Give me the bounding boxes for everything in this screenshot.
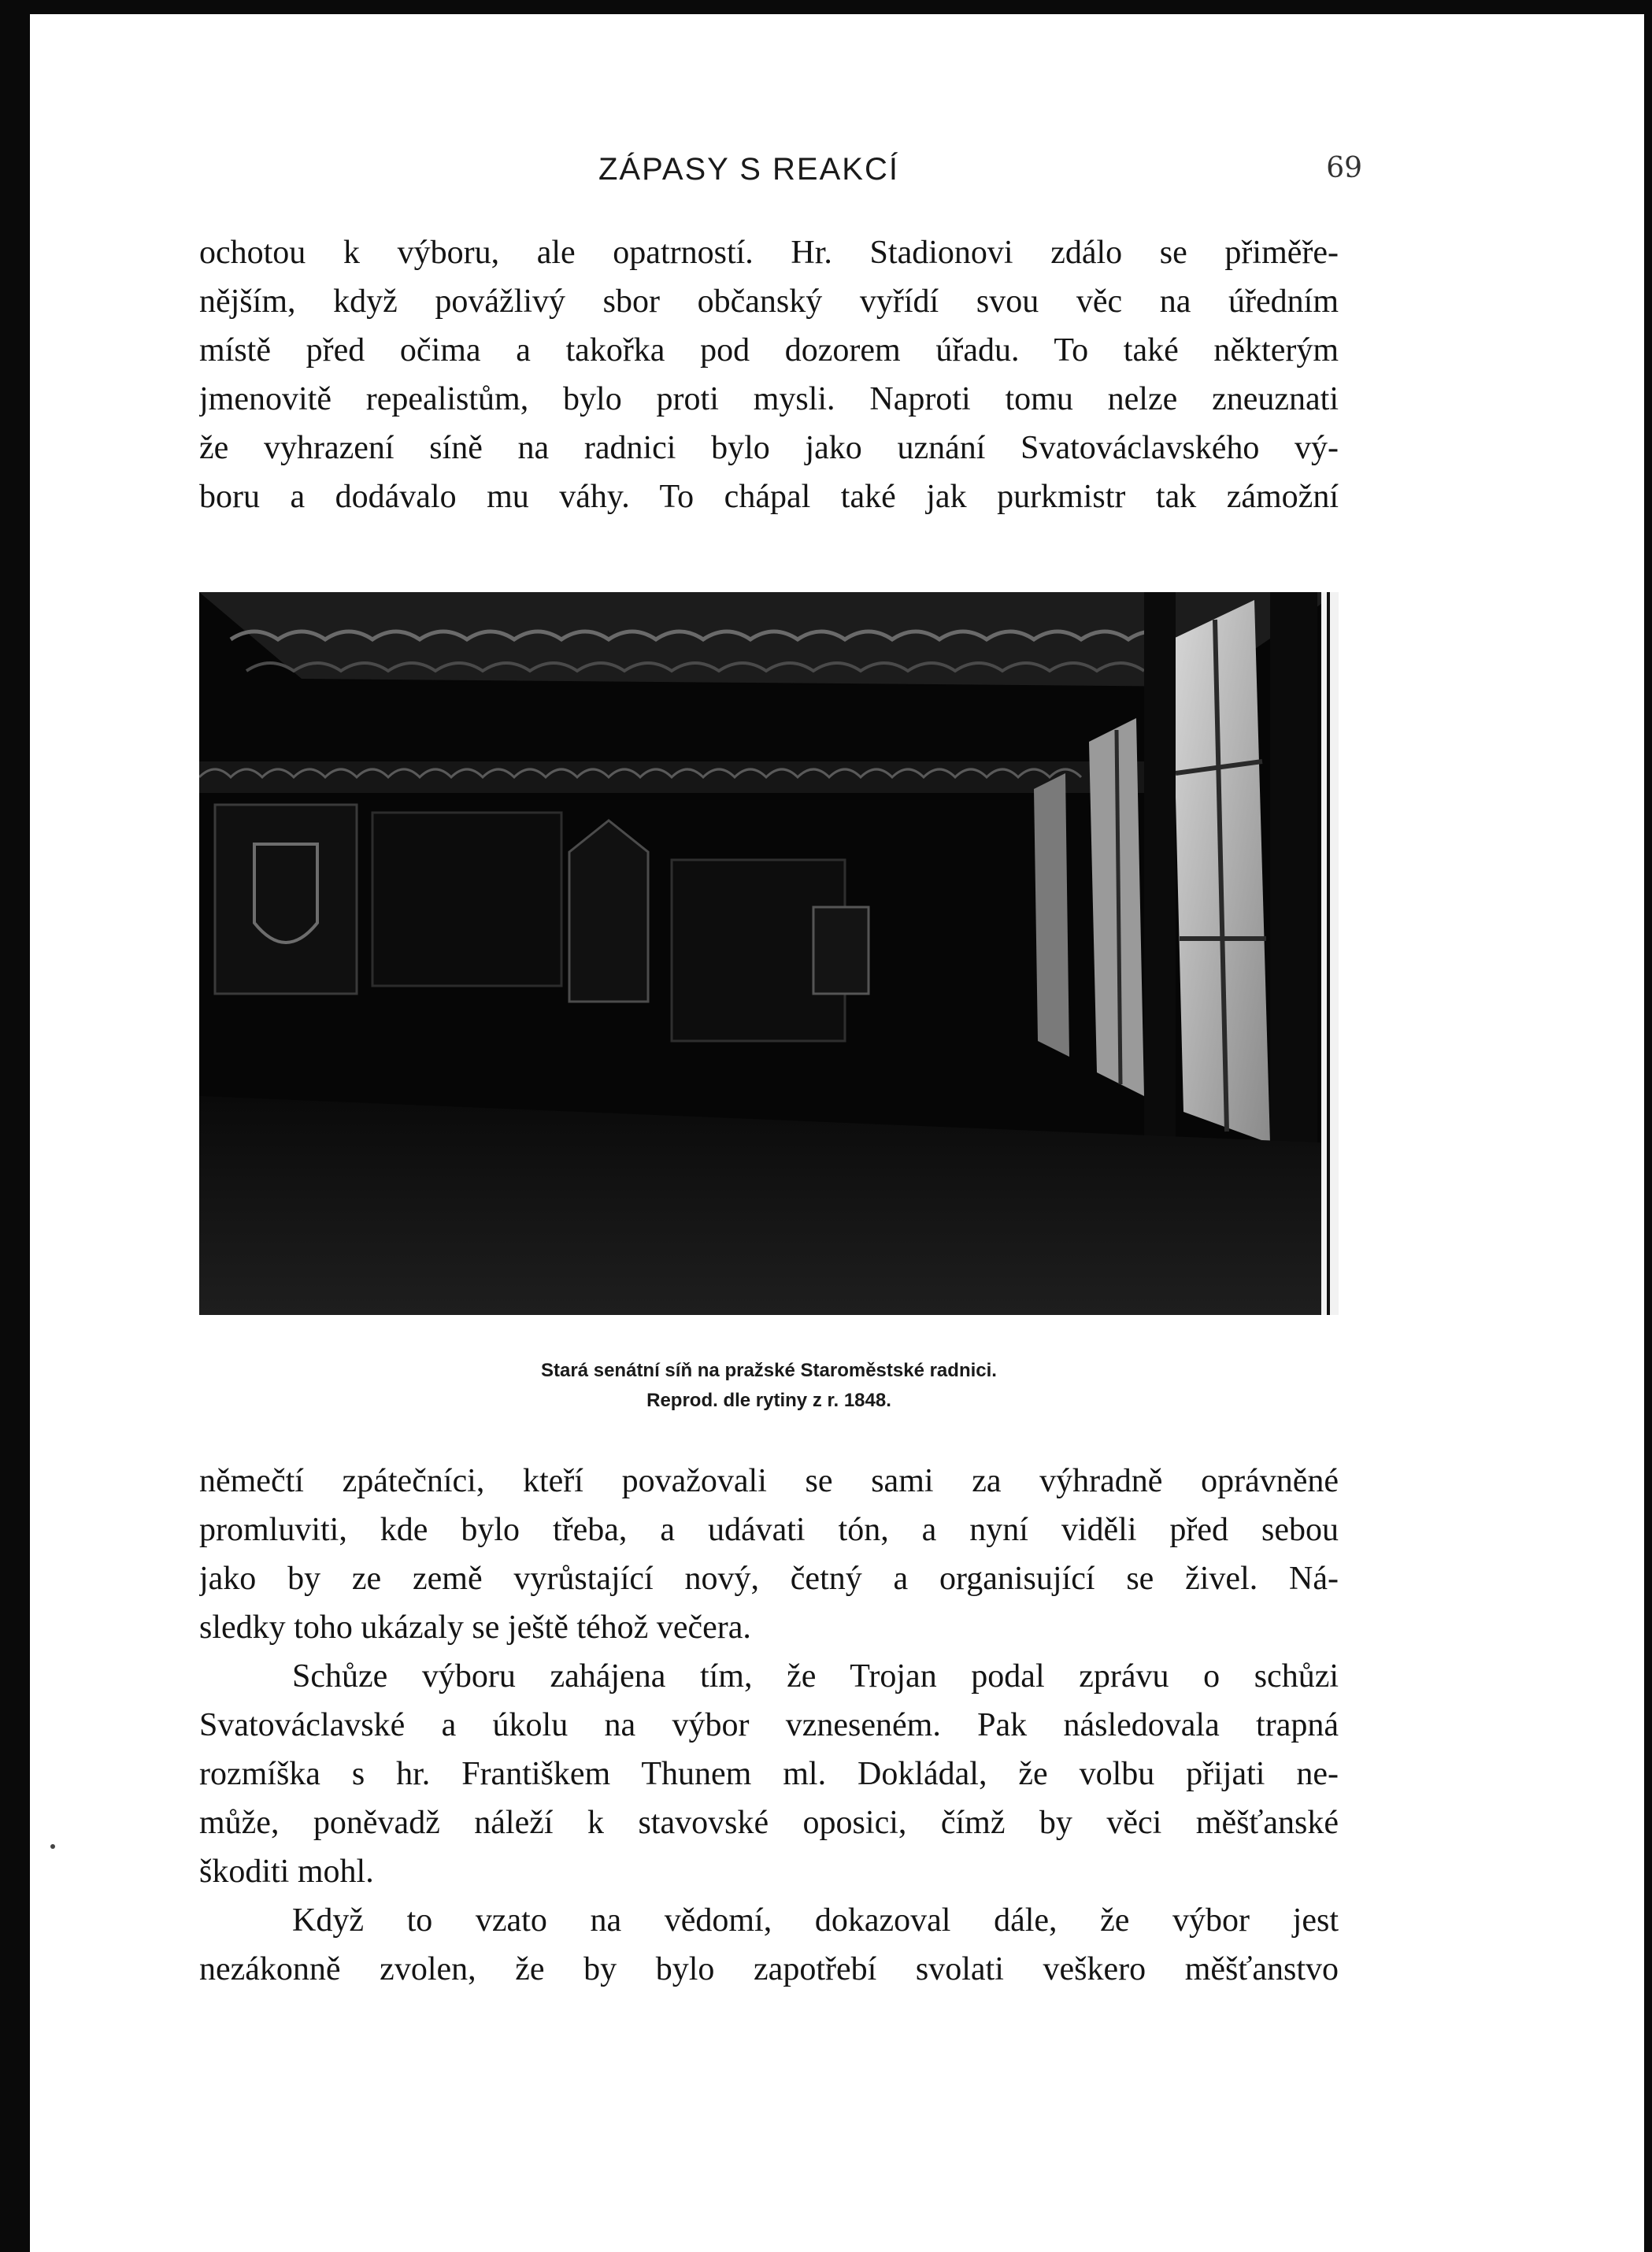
paragraph-schuze bbox=[199, 1652, 1339, 1896]
text-line: nějším, když povážlivý sbor občanský vyřídí svou věc na úředním bbox=[199, 283, 1339, 320]
hall-engraving bbox=[199, 592, 1339, 1315]
text-line: Schůze výboru zahájena tím, že Trojan podal zprávu o schůzi bbox=[292, 1658, 1339, 1695]
text-line: Svatováclavské a úkolu na výbor vzneseném. Pak následovala trapná bbox=[199, 1707, 1339, 1743]
text-line: škoditi mohl. bbox=[199, 1854, 374, 1890]
text-line: boru a dodávalo mu váhy. To chápal také jak purkmistr tak zámožní bbox=[199, 479, 1339, 515]
text-line: němečtí zpátečníci, kteří považovali se sami za výhradně oprávněné bbox=[199, 1463, 1339, 1499]
text-line: ochotou k výboru, ale opatrností. Hr. Stadionovi zdálo se přiměře- bbox=[199, 235, 1339, 271]
text-line: nezákonně zvolen, že by bylo zapotřebí svolati veškero měšťanstvo bbox=[199, 1951, 1339, 1987]
page-number: 69 bbox=[1326, 152, 1362, 184]
chapter-title: ZÁPASY S REAKCÍ bbox=[598, 152, 899, 187]
caption-source: Reprod. dle rytiny z r. 1848. bbox=[646, 1390, 891, 1411]
paragraph-kdyz bbox=[199, 1896, 1339, 1994]
text-line: rozmíška s hr. Františkem Thunem ml. Dokládal, že volbu přijati ne- bbox=[199, 1756, 1339, 1792]
text-line: může, poněvadž náleží k stavovské oposici, čímž by věci měšťanské bbox=[199, 1805, 1339, 1841]
text-line: jako by ze země vyrůstající nový, četný a organisující se živel. Ná- bbox=[199, 1561, 1339, 1597]
text-line: Když to vzato na vědomí, dokazoval dále, že výbor jest bbox=[292, 1902, 1339, 1939]
text-line: jmenovitě repealistům, bylo proti mysli. Naproti tomu nelze zneuznati bbox=[199, 381, 1339, 417]
paragraph-top bbox=[199, 228, 1339, 521]
text-line: že vyhrazení síně na radnici bylo jako uznání Svatováclavského vý- bbox=[199, 430, 1339, 466]
paragraph-bottom bbox=[199, 1457, 1339, 1652]
text-line: místě před očima a takořka pod dozorem úřadu. To také některým bbox=[199, 332, 1339, 369]
running-head bbox=[157, 152, 1370, 199]
engraving-illustration bbox=[199, 592, 1339, 1315]
figure-caption bbox=[199, 1356, 1339, 1416]
margin-dot bbox=[50, 1844, 55, 1849]
caption-title: Stará senátní síň na pražské Staroměstské radnici. bbox=[541, 1360, 997, 1381]
text-line: promluviti, kde bylo třeba, a udávati tón, a nyní viděli před sebou bbox=[199, 1512, 1339, 1548]
text-line: sledky toho ukázaly se ještě téhož večera. bbox=[199, 1609, 751, 1646]
